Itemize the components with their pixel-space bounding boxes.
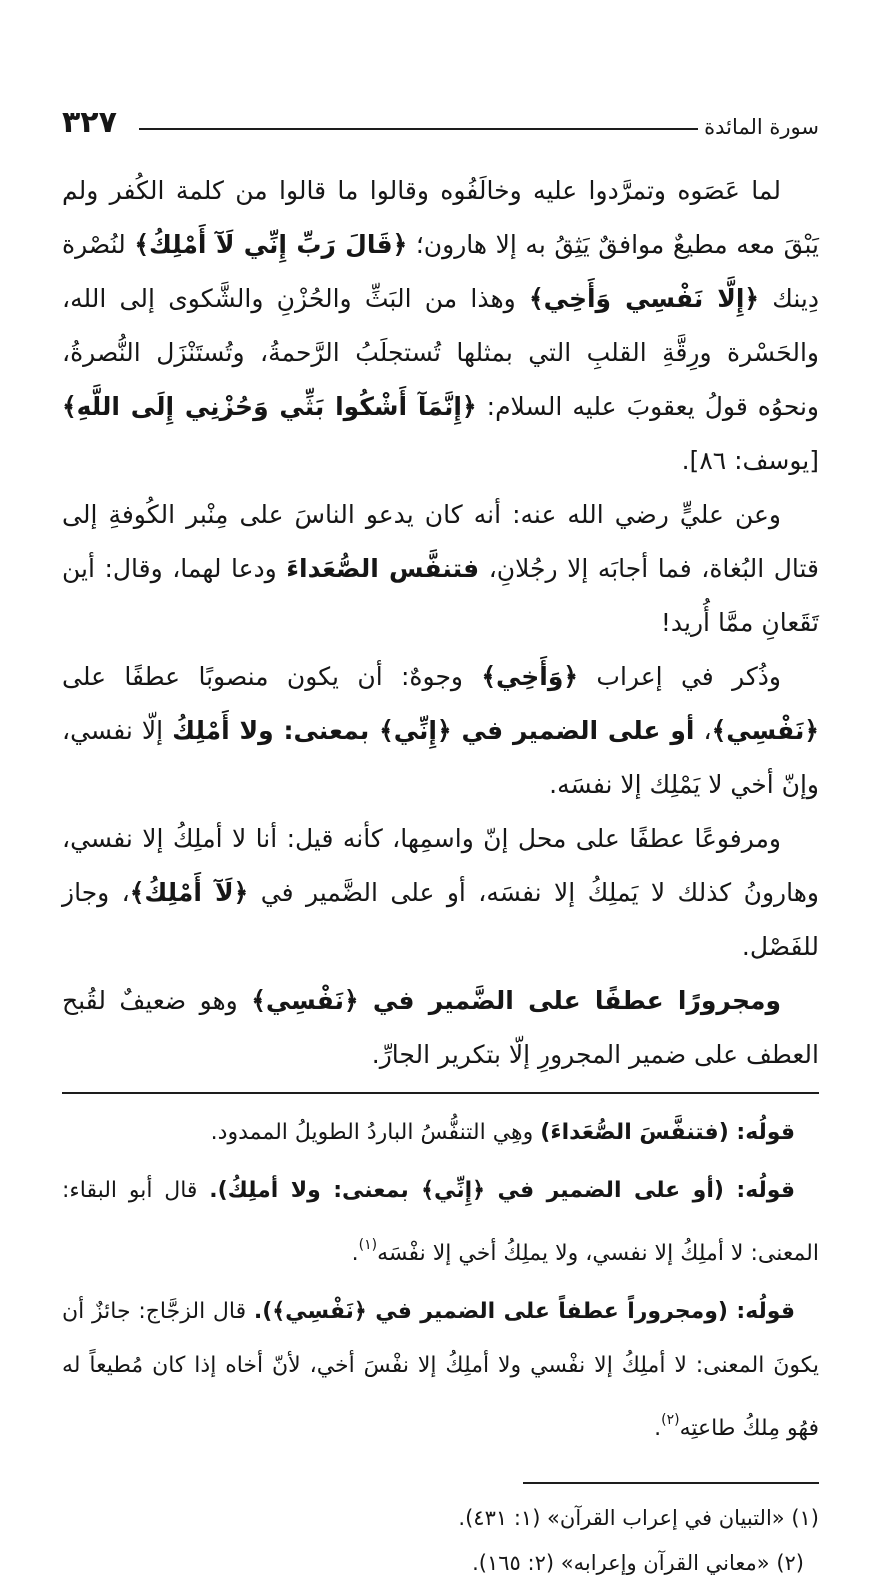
text-segment: وهِي التنفُّسُ الباردُ الطويلُ الممدود. (210, 1120, 541, 1145)
lemma-text: أو على الضمير في ﴿إِنِّي﴾ بمعنى: ولا أَمْلِكُ (172, 716, 695, 745)
text-segment: وجوهٌ: أن يكون منصوبًا عطفًا على (62, 662, 482, 691)
commentary-paragraph-2 (62, 1164, 819, 1281)
lemma-text: قولُه: (ومجروراً عطفاً على الضمير في ﴿نَفْسِي﴾). (253, 1299, 795, 1324)
body-paragraph-5 (62, 974, 819, 1082)
quran-quote: ﴿إِنَّمَآ أَشْكُوا بَثِّي وَحُزْنِي إِلَى اللَّهِ﴾ (62, 392, 477, 421)
footnote-marker: (٢) (661, 1412, 680, 1428)
quran-quote: ﴿إِلَّا نَفْسِي وَأَخِي﴾ (529, 284, 760, 313)
text-segment: لنُصْرة دِينك (62, 230, 819, 313)
commentary-section (62, 1106, 819, 1456)
commentary-paragraph-1 (62, 1106, 819, 1160)
lemma-text: فتنفَّس الصُّعَداءَ (286, 554, 480, 583)
text-segment: ، وجاز للفَصْل. (62, 878, 819, 961)
footnote-divider (523, 1482, 819, 1484)
section-title: سورة المائدة (704, 115, 819, 139)
page-number: ٣٢٧ (62, 104, 117, 140)
text-segment: . (654, 1416, 662, 1441)
text-segment: لما عَصَوه وتمرَّدوا عليه وخالَفُوه وقالوا ما قالوا من كلمة الكُفر ولم يَبْقَ معه مطيعٌ موافقٌ يَثِقُ به إلا هارون؛ (62, 176, 819, 259)
text-segment: [يوسف: ٨٦]. (681, 446, 819, 475)
main-text-section (62, 164, 819, 1082)
footnote-1: (١) «التبيان في إعراب القرآن» (١: ٤٣١). (458, 1506, 819, 1530)
text-segment: ومرفوعًا عطفًا على محل إنّ واسمِها، كأنه قيل: أنا لا أملِكُ إلا نفسي، وهارونُ كذلك لا يَملِكُ إلا نفسَه، أو على الضَّمير في (62, 824, 820, 907)
body-paragraph-3 (62, 650, 819, 812)
body-paragraph-2 (62, 488, 819, 650)
body-paragraph-1 (62, 164, 819, 488)
footnote-2: (٢) «معاني القرآن وإعرابه» (٢: ١٦٥). (472, 1551, 804, 1575)
commentary-divider (62, 1092, 819, 1094)
quran-quote: ﴿نَفْسِي﴾ (711, 716, 820, 745)
text-segment: ودعا لهما، وقال: أين تَقَعانِ ممَّا أُريد! (62, 554, 819, 637)
text-segment: ، (694, 716, 712, 745)
text-segment: وهو ضعيفٌ لقُبح العطف على ضمير المجرورِ إلّا بتكرير الجارِّ. (62, 986, 819, 1069)
quran-quote: ﴿قَالَ رَبِّ إِنِّي لَآ أَمْلِكُ﴾ (134, 230, 408, 259)
text-segment: وهذا من البَثِّ والحُزْنِ والشَّكوى إلى الله، والحَسْرة ورِقَّةِ القلبِ التي بمثلها تُستجلَبُ الرَّحمةُ، وتُستَنْزَل النُّصرةُ، ونحوُه قولُ يعقوبَ عليه السلام: (62, 284, 819, 421)
page-header (62, 100, 819, 144)
lemma-text: ومجرورًا عطفًا على الضَّمير في ﴿نَفْسِي﴾ (251, 986, 781, 1015)
text-segment: وذُكر في إعراب (578, 662, 781, 691)
commentary-paragraph-3 (62, 1285, 819, 1456)
lemma-text: قولُه: (أو على الضمير في ﴿إِنِّي﴾ بمعنى: ولا أملِكُ). (209, 1178, 796, 1203)
text-segment: إلّا نفسي، وإنّ أخي لا يَمْلِك إلا نفسَه. (62, 716, 819, 799)
text-segment: قال أبو البقاء: المعنى: لا أملِكُ إلا نفسي، ولا يملِكُ أخي إلا نفْسَه (62, 1178, 819, 1266)
header-rule (139, 128, 698, 130)
footnote-marker: (١) (358, 1237, 378, 1253)
quran-quote: ﴿لَآ أَمْلِكُ﴾ (129, 878, 249, 907)
text-segment: . (351, 1241, 359, 1266)
text-segment: وعن عليٍّ رضي الله عنه: أنه كان يدعو الناسَ على مِنْبر الكُوفةِ إلى قتال البُغاة، فما أجابَه إلا رجُلانِ، (62, 500, 820, 583)
lemma-text: قولُه: (فتنفَّسَ الصُّعَداءَ) (540, 1120, 795, 1145)
text-segment: قال الزجَّاج: جائزٌ أن يكونَ المعنى: لا أملِكُ إلا نفْسي ولا أملِكُ إلا نفْسَ أخي، لأنّ أخاه إذا كان مُطيعاً له فهُو مِلكُ طاعتِه (62, 1299, 819, 1441)
body-paragraph-4 (62, 812, 819, 974)
quran-quote: ﴿وَأَخِي﴾ (481, 662, 579, 691)
footnotes-section (62, 1496, 819, 1586)
